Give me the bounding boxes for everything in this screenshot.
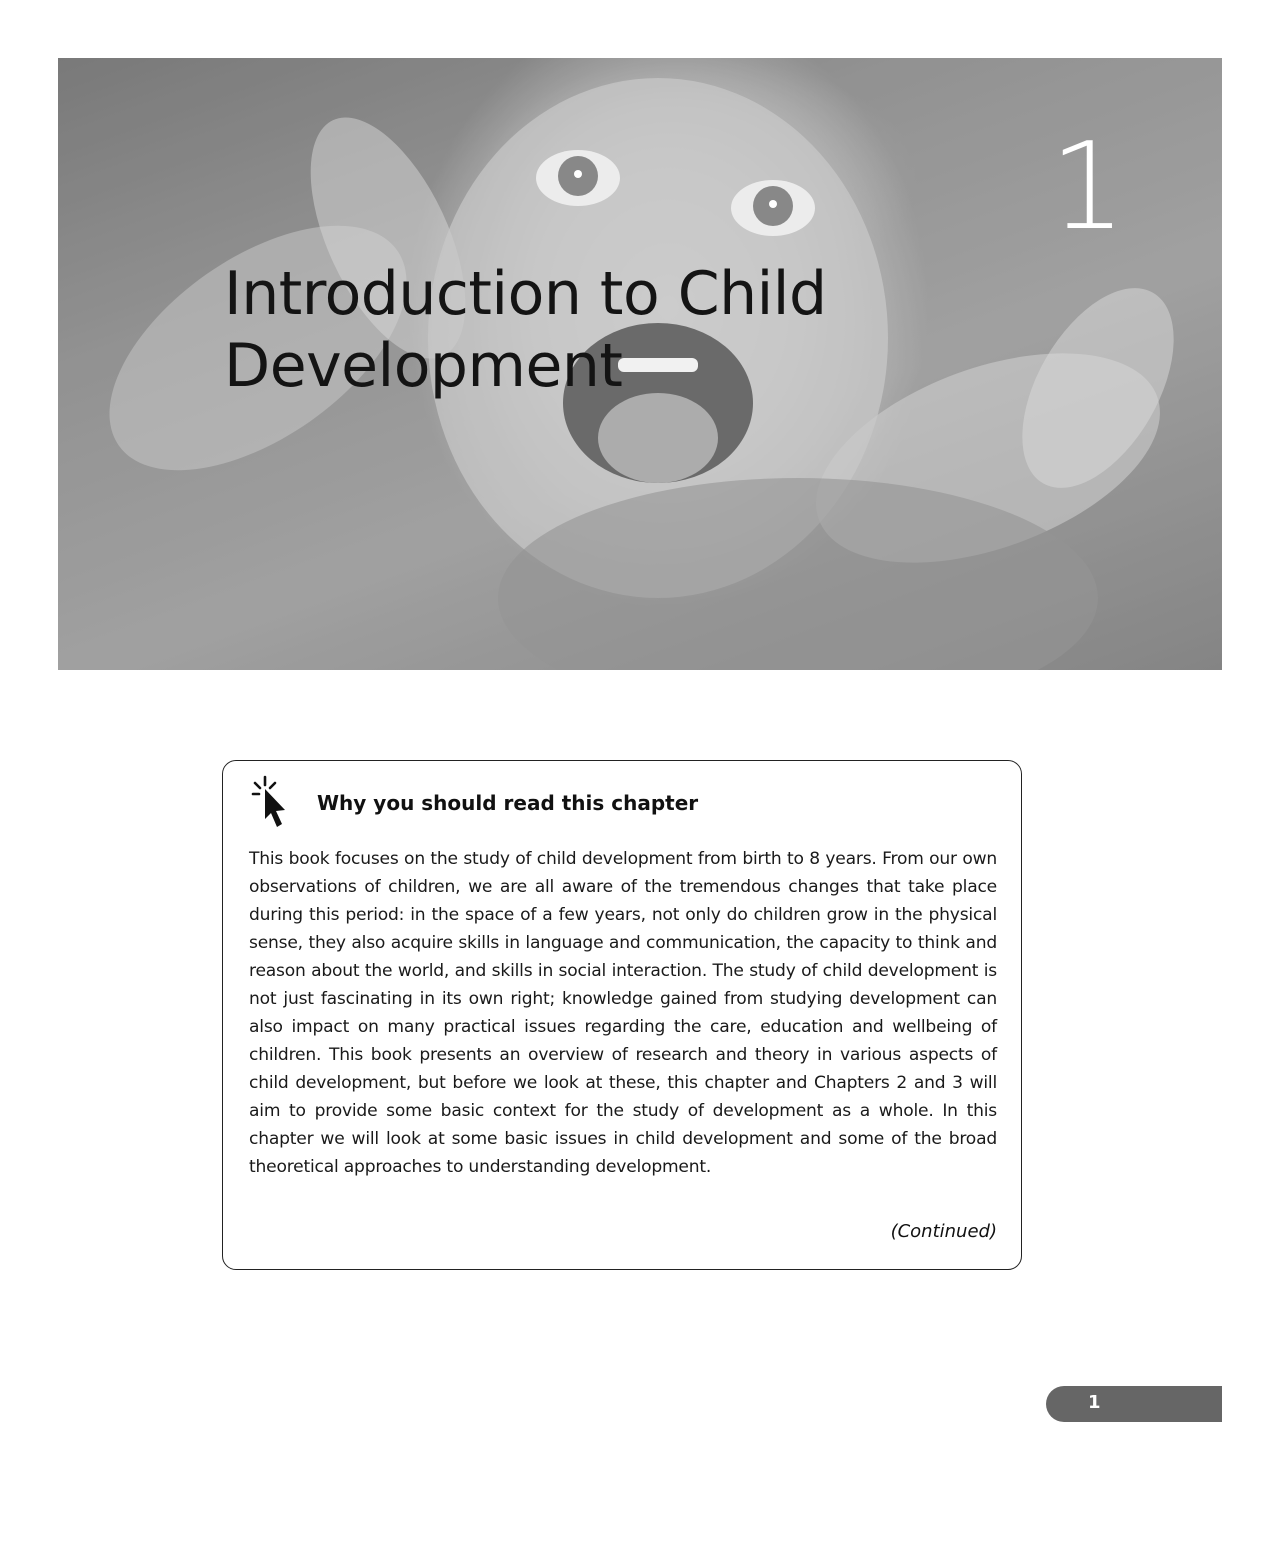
continued-label: (Continued): [890, 1221, 997, 1242]
box-heading: Why you should read this chapter: [317, 791, 699, 815]
chapter-title: Introduction to Child Development: [224, 259, 827, 401]
page-number-tab: [1046, 1386, 1222, 1422]
cursor-click-icon: [249, 773, 293, 831]
chapter-number: 1: [1049, 118, 1126, 257]
box-body-text: This book focuses on the study of child development from birth to 8 years. From our own observations of children, we are all aware of the tremendous changes that take place during this period: in the space of a few years, not only do children grow in the physical sense, they also acquire skills in language and communication, the capacity to think and reason about the world, and skills in social interaction. The study of child development is not just fascinating in its own right; knowledge gained from studying development can also impact on many practical issues regarding the care, education and wellbeing of children. This book presents an overview of research and theory in various aspects of child development, but before we look at these, this chapter and Chapters 2 and 3 will aim to provide some basic context for the study of development as a whole. In this chapter we will look at some basic issues in child development and some of the broad theoretical approaches to understanding development.: [249, 849, 997, 1177]
page-number: 1: [1088, 1392, 1101, 1413]
why-read-chapter-box: [222, 760, 1022, 1270]
chapter-hero-image: [58, 58, 1222, 670]
